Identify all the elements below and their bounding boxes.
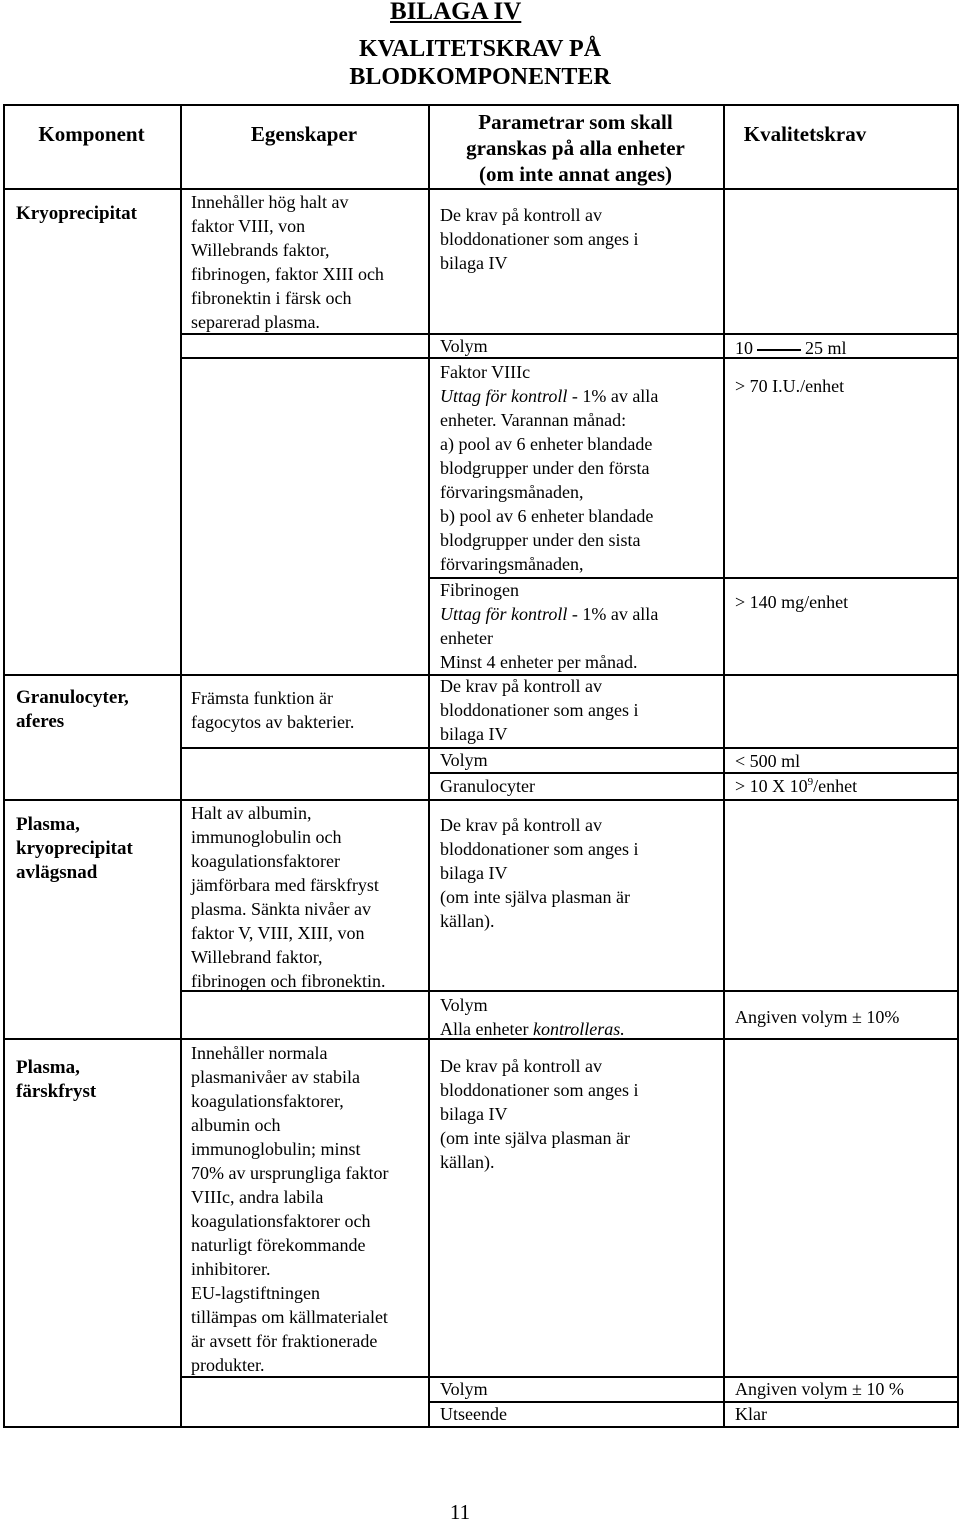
column-divider bbox=[723, 104, 725, 1426]
parameter-label: Volym bbox=[440, 336, 488, 356]
parameters-text: De krav på kontroll av bloddonationer som anges i bilaga IV (om inte själva plasman är källan). bbox=[440, 1056, 639, 1172]
header-parametrar: Parametrar som skall granskas på alla enheter (om inte annat anges) bbox=[466, 110, 685, 186]
requirement-value: < 500 ml bbox=[735, 751, 801, 771]
properties-text: Främsta funktion är fagocytos av bakterier. bbox=[191, 688, 355, 732]
parameters-text: Fibrinogen Uttag för kontroll - 1% av alla enheter Minst 4 enheter per månad. bbox=[440, 580, 659, 672]
parameters-text: De krav på kontroll av bloddonationer som anges i bilaga IV bbox=[440, 205, 639, 273]
column-divider bbox=[428, 104, 430, 1426]
parameters-text: Volym Alla enheter kontrolleras. bbox=[440, 995, 625, 1039]
requirement-value: Angiven volym ± 10 % bbox=[735, 1379, 904, 1399]
properties-text: Innehåller normala plasmanivåer av stabila koagulationsfaktorer, albumin och immunoglobulin; minst 70% av ursprungliga faktor VIIIc, andra labila koagulationsfaktorer och naturligt förekommande inhibitorer. EU-lagstiftningen tillämpas om källmaterialet är avsett för fraktionerade produkter. bbox=[191, 1043, 389, 1375]
requirement-value: > 70 I.U./enhet bbox=[735, 376, 845, 396]
column-divider bbox=[180, 104, 182, 1426]
table-border-top bbox=[3, 104, 959, 106]
row-divider bbox=[428, 1401, 959, 1403]
requirement-value: Angiven volym ± 10% bbox=[735, 1007, 900, 1027]
parameters-text: De krav på kontroll av bloddonationer som anges i bilaga IV (om inte själva plasman är källan). bbox=[440, 815, 639, 931]
header-komponent: Komponent bbox=[38, 122, 145, 146]
component-name: Plasma, färskfryst bbox=[16, 1057, 97, 1102]
page-title-line-1: KVALITETSKRAV PÅ bbox=[358, 36, 602, 62]
parameter-label: Utseende bbox=[440, 1404, 507, 1424]
parameter-label: Granulocyter bbox=[440, 776, 535, 796]
header-kvalitetskrav: Kvalitetskrav bbox=[743, 122, 867, 146]
requirement-value: > 10 X $10^9$/enhet bbox=[735, 776, 858, 796]
requirement-value: Klar bbox=[735, 1404, 767, 1424]
range-dash bbox=[757, 349, 801, 351]
parameter-label: Volym bbox=[440, 750, 488, 770]
table-border-right bbox=[957, 104, 959, 1426]
header-egenskaper: Egenskaper bbox=[250, 122, 358, 146]
component-name: Granulocyter, aferes bbox=[16, 687, 129, 732]
properties-text: Halt av albumin, immunoglobulin och koagulationsfaktorer jämförbara med färskfryst plasma. Sänkta nivåer av faktor V, VIII, XIII, von Willebrand faktor, fibrinogen och fibronektin. bbox=[191, 803, 386, 991]
component-name: Plasma, kryoprecipitat avlägsnad bbox=[16, 814, 133, 883]
page-number: 11 bbox=[449, 1500, 471, 1524]
properties-text: Innehåller hög halt av faktor VIII, von Willebrands faktor, fibrinogen, faktor XIII och fibronektin i färsk och separerad plasma. bbox=[191, 192, 384, 332]
row-divider bbox=[3, 188, 959, 190]
parameter-label: Volym bbox=[440, 1379, 488, 1399]
appendix-label: BILAGA IV bbox=[390, 0, 522, 25]
row-divider bbox=[180, 747, 959, 749]
requirement-value: > 140 mg/enhet bbox=[735, 592, 849, 612]
page-title-line-2: BLODKOMPONENTER bbox=[349, 64, 611, 90]
table-border-bottom bbox=[3, 1426, 959, 1428]
row-divider bbox=[3, 799, 959, 801]
parameters-text: Faktor VIIIc Uttag för kontroll - 1% av alla enheter. Varannan månad: a) pool av 6 enheter blandade blodgrupper under den första förvaringsmånaden, b) pool av 6 enheter blandade blodgrupper under den sista förvaringsmånaden, bbox=[440, 362, 659, 574]
parameters-text: De krav på kontroll av bloddonationer som anges i bilaga IV bbox=[440, 676, 639, 744]
requirement-value: 10 25 ml bbox=[735, 338, 847, 358]
component-name: Kryoprecipitat bbox=[16, 203, 138, 224]
table-border-left bbox=[3, 104, 5, 1426]
